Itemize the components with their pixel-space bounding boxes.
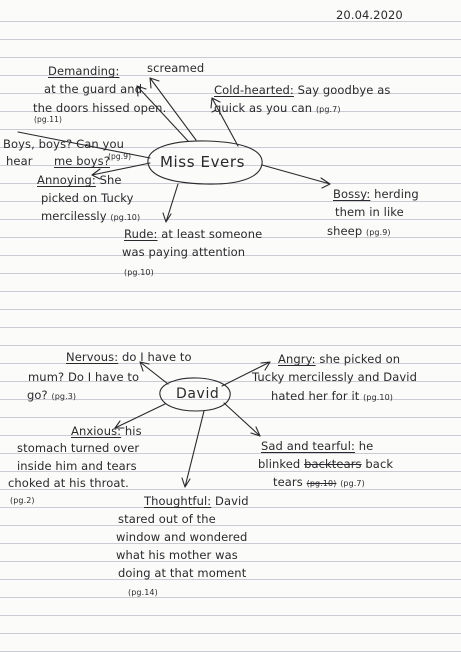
boys-quote-3: me boys? [54,154,110,168]
angry-ref: (pg.10) [363,393,393,402]
miss-evers-label: Miss Evers [160,153,246,171]
bossy-text-1: herding [370,187,419,201]
cold-hearted-text-1: Say goodbye as [293,83,391,97]
thoughtful-ref: (pg.14) [128,588,158,597]
angry-text-3: hated her for it [271,389,360,403]
sad-struck-ref: (pg.10) [306,479,337,488]
bossy-line-3 [327,224,391,240]
nervous-heading: Nervous: [66,350,119,364]
nervous-ref: (pg.3) [51,392,77,401]
rude-heading: Rude: [124,227,158,241]
anxious-text-3: inside him and tears [17,459,137,473]
sad-text-1: he [354,439,374,453]
annoying-text-3: mercilessly [41,209,107,223]
david-label: David [176,386,220,402]
angry-heading: Angry: [278,352,316,366]
rude-text-2: was paying attention [122,245,246,259]
annoying-text-1: She [95,173,122,187]
nervous-text-2: mum? Do I have to [28,370,140,384]
sad-heading: Sad and tearful: [261,439,355,453]
anxious-line-1 [71,424,142,439]
sad-line-1 [261,439,373,454]
nervous-text-3: go? [27,388,48,402]
arrow-thoughtful [182,411,204,487]
nervous-text-1: do I have to [118,350,192,364]
thoughtful-text-5: doing at that moment [118,566,247,580]
annoying-line-3 [41,209,140,225]
arrow-bossy [262,165,330,188]
demanding-text-2: at the guard and [44,82,143,96]
sad-line-2 [258,457,393,472]
arrow-rude [163,184,178,222]
thoughtful-text-2: stared out of the [118,512,216,526]
sad-text-2a: blinked [258,457,305,471]
cold-hearted-heading: Cold-hearted: [214,83,294,97]
demanding-heading: Demanding: [48,64,120,78]
annoying-ref: (pg.10) [110,213,141,222]
boys-quote-2: hear [6,154,33,168]
thoughtful-text-3: window and wondered [116,530,248,544]
rude-ref: (pg.10) [124,268,154,277]
angry-line-1 [278,352,400,367]
arrow-sad [224,403,260,436]
annoying-text-2: picked on Tucky [41,191,134,205]
demanding-ref: (pg.11) [34,115,63,124]
nervous-line-1 [66,350,192,365]
angry-line-3 [271,389,393,405]
demanding-text-3: the doors hissed open. [33,101,167,115]
rude-text-1: at least someone [157,227,263,241]
sad-line-3 [273,475,365,491]
rude-line-1 [124,227,262,242]
anxious-ref: (pg.2) [10,496,35,505]
anxious-heading: Anxious: [71,424,122,438]
annoying-heading: Annoying: [37,173,96,187]
boys-quote-1: Boys, boys? Can you [3,137,124,151]
arrow-nervous [140,362,168,384]
boys-quote-ref: (pg.9) [108,152,132,161]
annoying-line-1 [37,173,122,188]
cold-hearted-line-1 [214,83,390,98]
sad-text-2b: back [361,457,394,471]
sad-ref: (pg.7) [340,479,365,488]
bossy-text-3: sheep [327,224,363,238]
anxious-text-2: stomach turned over [17,441,140,455]
cold-hearted-text-2: quick as you can [214,101,313,115]
thoughtful-text-4: what his mother was [116,548,238,562]
nervous-line-3 [27,388,76,404]
anxious-text-1: his [121,424,142,438]
cold-hearted-line-2 [214,101,341,117]
bossy-heading: Bossy: [333,187,371,201]
bossy-ref: (pg.9) [366,228,391,237]
sad-text-3: tears [273,475,307,489]
demanding-text-1: screamed [147,61,205,75]
bossy-line-1 [333,187,419,202]
thoughtful-text-1: David [211,494,249,508]
thoughtful-heading: Thoughtful: [144,494,212,508]
thoughtful-line-1 [144,494,249,509]
cold-hearted-ref: (pg.7) [315,105,341,114]
sad-struck-word: backtears [304,457,362,471]
page-date: 20.04.2020 [336,8,403,22]
angry-text-1: she picked on [315,352,401,366]
angry-text-2: Tucky mercilessly and David [252,370,417,384]
bossy-text-2: them in like [335,205,404,219]
anxious-text-4: choked at his throat. [8,476,129,490]
